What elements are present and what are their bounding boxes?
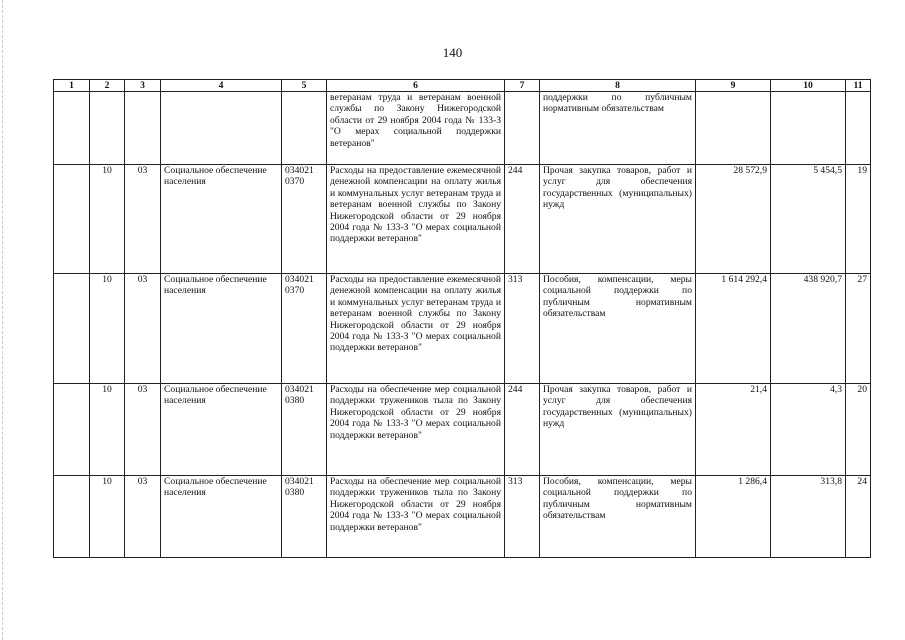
cell-description: Расходы на обеспечение мер социальной поддержки тружеников тыла по Закону Нижегородской области от 29 ноября 2004 года № 133-З "О мерах социальной поддержки ветеранов" <box>327 384 505 476</box>
header-col-3: 3 <box>125 80 161 92</box>
cell <box>90 92 125 165</box>
cell-expense-type: Прочая закупка товаров, работ и услуг для обеспечения государственных (муниципальных) нужд <box>540 384 696 476</box>
cell <box>505 92 540 165</box>
cell-amount: 1 286,4 <box>696 476 771 558</box>
cell-subsection: 03 <box>125 476 161 558</box>
cell-section-name: Социальное обеспечение населения <box>161 384 282 476</box>
cell-percent: 27 <box>846 274 871 384</box>
cell-description: Расходы на предоставление ежемесячной денежной компенсации на оплату жилья и коммунальных услуг ветеранам труда и ветеранам военной службы по Закону Нижегородской области от 29 ноября 2004 года № 133-З "О мерах социальной поддержки ветеранов" <box>327 165 505 274</box>
header-col-5: 5 <box>282 80 327 92</box>
cell-section-name: Социальное обеспечение населения <box>161 476 282 558</box>
cell-section: 10 <box>90 165 125 274</box>
cell-amount: 1 614 292,4 <box>696 274 771 384</box>
cell-expense-code: 244 <box>505 384 540 476</box>
cell-description: Расходы на обеспечение мер социальной поддержки тружеников тыла по Закону Нижегородской области от 29 ноября 2004 года № 133-З "О мерах социальной поддержки ветеранов" <box>327 476 505 558</box>
cell-expense-code: 313 <box>505 476 540 558</box>
cell-target-code: 034021 0380 <box>282 476 327 558</box>
cell-executed: 4,3 <box>771 384 846 476</box>
cell <box>771 92 846 165</box>
page-number: 140 <box>442 45 463 60</box>
cell <box>54 274 90 384</box>
table-row <box>54 476 871 558</box>
cell-percent: 20 <box>846 384 871 476</box>
budget-table <box>53 79 871 558</box>
cell-subsection: 03 <box>125 384 161 476</box>
cell-section: 10 <box>90 384 125 476</box>
header-col-1: 1 <box>54 80 90 92</box>
header-col-9: 9 <box>696 80 771 92</box>
table-row <box>54 384 871 476</box>
cell-executed: 313,8 <box>771 476 846 558</box>
cell-description: Расходы на предоставление ежемесячной денежной компенсации на оплату жилья и коммунальных услуг ветеранам труда и ветеранам военной службы по Закону Нижегородской области от 29 ноября 2004 года № 133-З "О мерах социальной поддержки ветеранов" <box>327 274 505 384</box>
cell-target-code: 034021 0370 <box>282 274 327 384</box>
cell <box>282 92 327 165</box>
cell <box>696 92 771 165</box>
table-row-continuation <box>54 92 871 165</box>
cell <box>54 165 90 274</box>
table-row <box>54 165 871 274</box>
cell-percent: 24 <box>846 476 871 558</box>
cell-percent: 19 <box>846 165 871 274</box>
cell-amount: 21,4 <box>696 384 771 476</box>
cell-description: ветеранам труда и ветеранам военной службы по Закону Нижегородской области от 29 ноября 2004 года № 133-З "О мерах социальной поддержки ветеранов" <box>327 92 505 165</box>
cell-expense-code: 313 <box>505 274 540 384</box>
header-col-7: 7 <box>505 80 540 92</box>
cell-section-name: Социальное обеспечение населения <box>161 274 282 384</box>
header-col-2: 2 <box>90 80 125 92</box>
cell-target-code: 034021 0370 <box>282 165 327 274</box>
cell-subsection: 03 <box>125 274 161 384</box>
cell <box>54 384 90 476</box>
header-col-4: 4 <box>161 80 282 92</box>
cell <box>54 476 90 558</box>
scan-edge-line <box>2 0 3 640</box>
cell-expense-type: Пособия, компенсации, меры социальной поддержки по публичным нормативным обязательствам <box>540 476 696 558</box>
cell-subsection: 03 <box>125 165 161 274</box>
header-col-8: 8 <box>540 80 696 92</box>
header-col-10: 10 <box>771 80 846 92</box>
header-col-11: 11 <box>846 80 871 92</box>
cell <box>846 92 871 165</box>
cell-executed: 438 920,7 <box>771 274 846 384</box>
table-header-row <box>54 80 871 92</box>
cell-expense-code: 244 <box>505 165 540 274</box>
cell-executed: 5 454,5 <box>771 165 846 274</box>
cell <box>54 92 90 165</box>
cell-section: 10 <box>90 476 125 558</box>
cell <box>161 92 282 165</box>
header-col-6: 6 <box>327 80 505 92</box>
cell-section-name: Социальное обеспечение населения <box>161 165 282 274</box>
cell-expense-type: поддержки по публичным нормативным обязательствам <box>540 92 696 165</box>
cell-target-code: 034021 0380 <box>282 384 327 476</box>
table-row <box>54 274 871 384</box>
cell <box>125 92 161 165</box>
cell-expense-type: Прочая закупка товаров, работ и услуг для обеспечения государственных (муниципальных) нужд <box>540 165 696 274</box>
cell-expense-type: Пособия, компенсации, меры социальной поддержки по публичным нормативным обязательствам <box>540 274 696 384</box>
cell-section: 10 <box>90 274 125 384</box>
cell-amount: 28 572,9 <box>696 165 771 274</box>
